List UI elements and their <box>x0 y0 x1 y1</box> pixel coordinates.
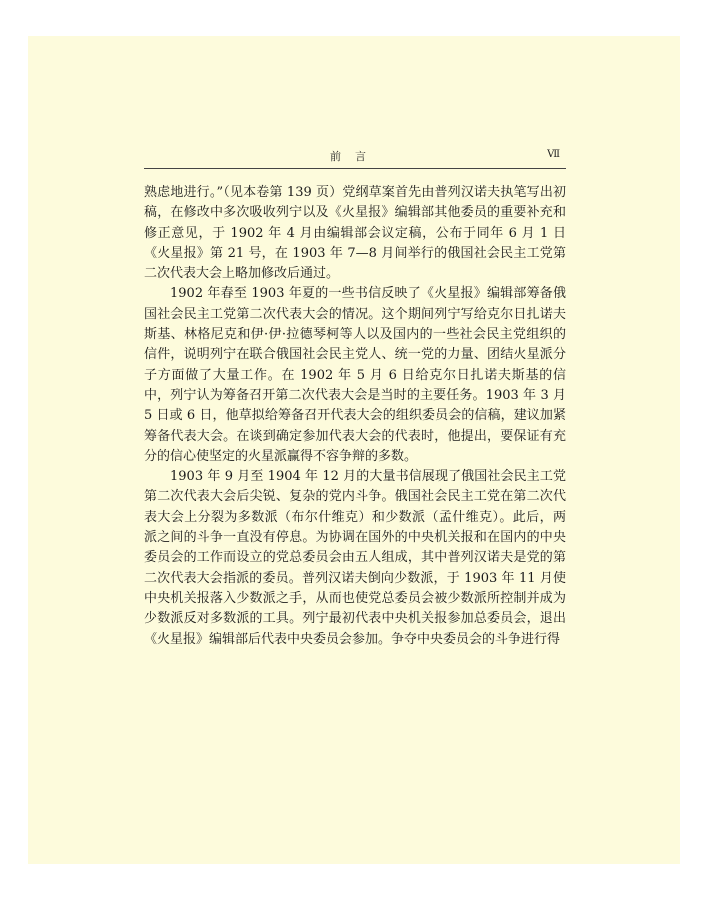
paragraph-continuation: 熟虑地进行。”（见本卷第 139 页）党纲草案首先由普列汉诺夫执笔写出初稿，在修改中多次吸收列宁以及《火星报》编辑部其他委员的重要补充和修正意见，于 1902 年 4 月由编辑部会议定稿，公布于同年 6 月 1 日《火星报》第 21 号，在 1903 年 7—8 月间举行的俄国社会民主工党第二次代表大会上略加修改后通过。 <box>144 185 566 282</box>
page-number: Ⅶ <box>547 149 560 160</box>
paragraph-party-struggle: 1903 年 9 月至 1904 年 12 月的大量书信展现了俄国社会民主工党第二次代表大会后尖锐、复杂的党内斗争。俄国社会民主工党在第二次代表大会上分裂为多数派（布尔什维克）和少数派（孟什维克）。此后，两派之间的斗争一直没有停息。为协调在国外的中央机关报和在国内的中央委员会的工作而设立的党总委员会由五人组成，其中普列汉诺夫是党的第二次代表大会指派的委员。普列汉诺夫倒向少数派，于 1903 年 11 月使中央机关报落入少数派之手，从而也使党总委员会被少数派所控制并成为少数派反对多数派的工具。列宁最初代表中央机关报参加总委员会，退出《火星报》编辑部后代表中央委员会参加。争夺中央委员会的斗争进行得 <box>144 469 566 647</box>
body-text <box>144 183 566 650</box>
header-title: 前言 <box>330 150 380 163</box>
paragraph-second-congress-prep: 1902 年春至 1903 年夏的一些书信反映了《火星报》编辑部筹备俄国社会民主工党第二次代表大会的情况。这个期间列宁写给克尔日扎诺夫斯基、林格尼克和伊·伊·拉德琴柯等人以及国内的一些社会民主党组织的信件，说明列宁在联合俄国社会民主党人、统一党的力量、团结火星派分子方面做了大量工作。在 1902 年 5 月 6 日给克尔日扎诺夫斯基的信中，列宁认为筹备召开第二次代表大会是当时的主要任务。1903 年 3 月 5 日或 6 日，他草拟给筹备召开代表大会的组织委员会的信稿，建议加紧筹备代表大会。在谈到确定参加代表大会的代表时，他提出，要保证有充分的信心使坚定的火星派赢得不容争辩的多数。 <box>144 286 566 464</box>
running-header <box>144 148 566 169</box>
